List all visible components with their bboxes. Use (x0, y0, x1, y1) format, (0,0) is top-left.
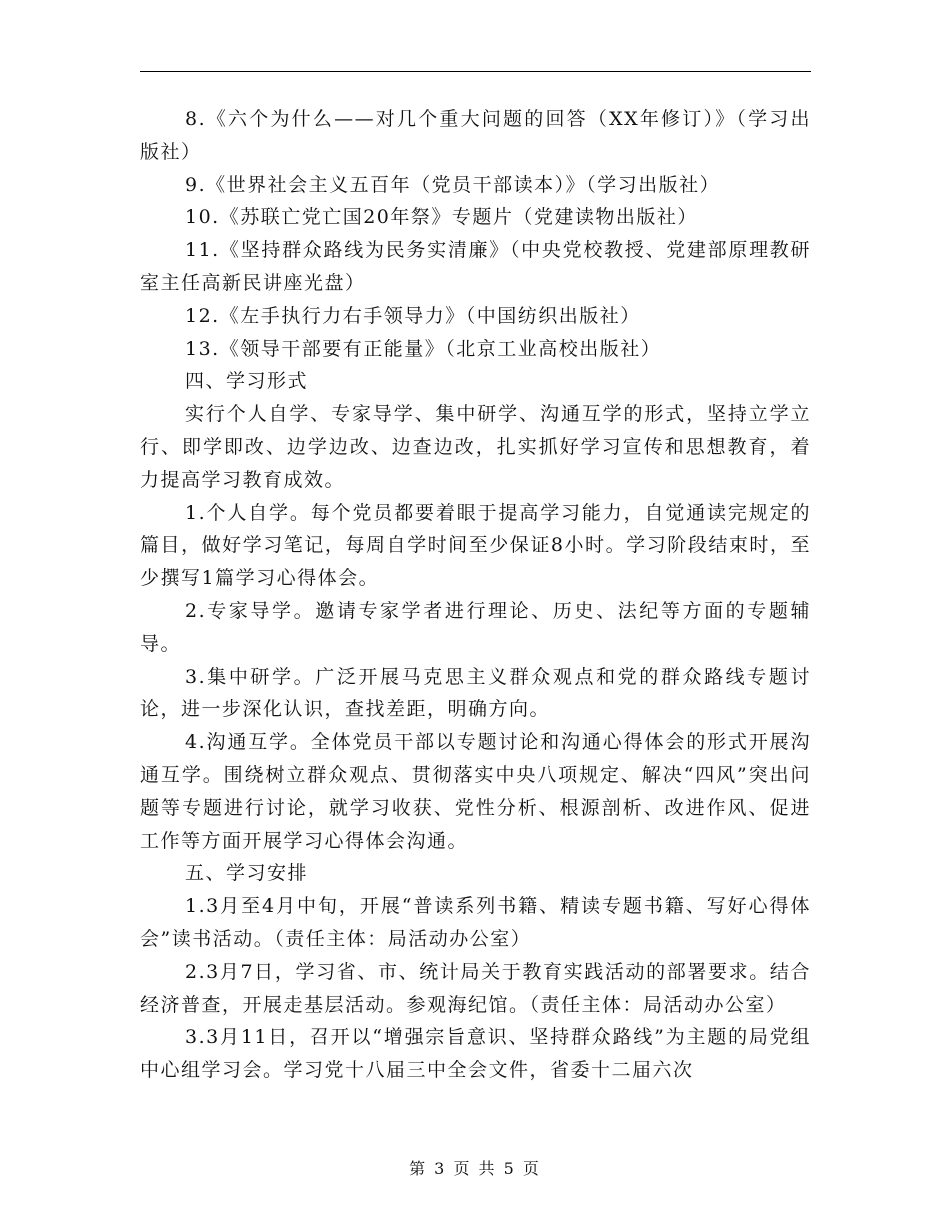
reading-list-item-13: 13.《领导干部要有正能量》（北京工业高校出版社） (185, 337, 662, 360)
document-body (140, 103, 811, 1087)
reading-list-item-10: 10.《苏联亡党亡国20年祭》专题片（党建读物出版社） (185, 206, 698, 229)
schedule-item-3: 3.3月11日，召开以“增强宗旨意识、坚持群众路线”为主题的局党组中心组学习会。学习党十八届三中全会文件，省委十二届六次 (140, 1026, 811, 1082)
schedule-item-2: 2.3月7日，学习省、市、统计局关于教育实践活动的部署要求。结合经济普查，开展走基层活动。参观海纪馆。（责任主体：局活动办公室） (140, 960, 811, 1016)
header-rule (140, 71, 811, 72)
schedule-item-1: 1.3月至4月中旬，开展“普读系列书籍、精读专题书籍、写好心得体会”读书活动。（责任主体：局活动办公室） (140, 895, 811, 950)
study-form-group-study: 3.集中研学。广泛开展马克思主义群众观点和党的群众路线专题讨论，进一步深化认识，查找差距，明确方向。 (140, 665, 811, 721)
study-form-mutual-learning: 4.沟通互学。全体党员干部以专题讨论和沟通心得体会的形式开展沟通互学。围绕树立群众观点、贯彻落实中央八项规定、解决“四风”突出问题等专题进行讨论，就学习收获、党性分析、根源剖析、改进作风、促进工作等方面开展学习心得体会沟通。 (140, 731, 811, 852)
study-form-expert-guidance: 2.专家导学。邀请专家学者进行理论、历史、法纪等方面的专题辅导。 (140, 599, 811, 655)
reading-list-item-11: 11.《坚持群众路线为民务实清廉》（中央党校教授、党建部原理教研室主任高新民讲座光盘） (140, 239, 811, 294)
reading-list-item-9: 9.《世界社会主义五百年（党员干部读本）》（学习出版社） (185, 173, 721, 196)
reading-list-item-8: 8.《六个为什么——对几个重大问题的回答（XX年修订）》（学习出版社） (140, 108, 811, 163)
study-form-self-study: 1.个人自学。每个党员都要着眼于提高学习能力，自觉通读完规定的篇目，做好学习笔记，每周自学时间至少保证8小时。学习阶段结束时，至少撰写1篇学习心得体会。 (140, 501, 811, 590)
section-heading-study-schedule: 五、学习安排 (185, 862, 309, 885)
reading-list-item-12: 12.《左手执行力右手领导力》（中国纺织出版社） (185, 304, 641, 327)
study-forms-intro: 实行个人自学、专家导学、集中研学、沟通互学的形式，坚持立学立行、即学即改、边学边改、边查边改，扎实抓好学习宣传和思想教育，着力提高学习教育成效。 (140, 403, 811, 491)
page-number-footer: 第 3 页 共 5 页 (409, 1159, 541, 1178)
section-heading-study-forms: 四、学习形式 (185, 370, 309, 393)
